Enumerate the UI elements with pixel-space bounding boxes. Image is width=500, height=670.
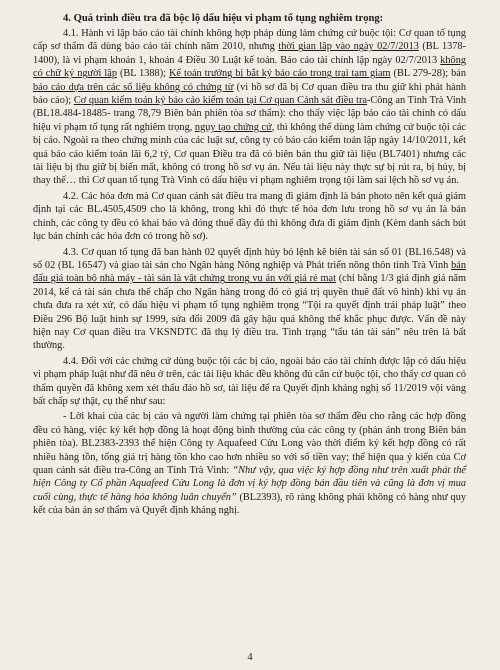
page-number: 4 [247,652,253,663]
text-run: 4.2. Các hóa đơn mà Cơ quan cảnh sát điều tra mang đi giám định là bản photo nên kết quả giám định tại các BL.4505,4509 cho là không, trong khi đó thực tế hóa đơn lưu trong hồ sơ vụ án là bản chính, các công ty đều có khai báo và đóng thuế đầy đủ thì không đưa đi giám định (Kèm danh sách bút lục bản chính các hóa đơn có trong hồ sơ). [33,190,466,243]
paragraph-statements [33,410,466,517]
text-run: (BL 1388); [116,68,169,80]
text-run: (BL 1378-1400), là vi phạm khoản 1, khoản 4 Điều 30 Luật kế toán. Báo cáo tài chính lập ngày 02/7/2013 [33,41,466,66]
text-run: 4.3. Cơ quan tố tụng đã ban hành 02 quyết định hủy bỏ lệnh kê biên tài sản số 01 (BL16.548) và số 02 (BL 16547) và giao tài sản cho Ngân hàng Nông nghiệp và Phát triển nông thôn tỉnh Trà Vinh [33,246,466,271]
paragraph-4-1 [33,27,466,188]
text-run: - Lời khai của các bị cáo và người làm chứng tại phiên tòa sơ thẩm đều cho rằng các hợp đồng đều có hàng, việc ký kết hợp đồng là hoạt động bình thường của các công ty (phản ánh trong Biên bản phiên tòa). BL2383-2393 thể hiện Công ty Aquafeed Cửu Long vào thời điểm ký kết hợp đồng có rất nhiều hàng tồn, tổng giá trị hàng tồn kho cao hơn nhiều so với số tiền vay; thể hiện qua ý kiến của Cơ quan cảnh sát điều tra-Công an Tỉnh Trà Vinh: [33,411,466,476]
text-run: , thì không thể dùng làm chứng cứ buộc tội các bị cáo. Ngoài ra theo chứng minh của các luật sư, công ty có báo cáo kiểm toán lập ngày 14/10/2011, kết quả báo cáo kiểm toán lãi 6,2 tỷ, Cơ quan Điều tra đã có biên bản thu giữ tài liệu (BL7401) nhưng các tài liệu bị thu giữ bị biến mất, không có trong hồ sơ vụ án. Nếu tài liệu này thực sự bị rút ra, bị hủy, bị thay thế… thì Cơ quan tố tụng Trà Vinh có dấu hiệu vi phạm nghiêm trọng tội làm sai lệch hồ sơ vụ án. [33,121,467,187]
underlined-text: không có chữ ký người lập [33,54,466,80]
underlined-text: bán đấu giá toàn bộ nhà máy - tài sản là vật chứng trong vụ án với giá rẻ mạt [33,259,466,285]
paragraph-4-4 [33,355,466,409]
text-run: (vì hồ sơ đã bị Cơ quan điều tra thu giữ khi phát hành báo cáo); [33,81,466,107]
text-run: (BL2393), rõ ràng không phải không có hàng như quy kết của bản án sơ thẩm và Quyết định kháng nghị. [33,491,466,517]
underlined-text: báo cáo dựa trên các số liệu không có chứng từ [33,81,234,93]
text-run: (chỉ bằng 1/3 giá định giá năm 2014, kể cả tài sản chưa thế chấp cho Ngân hàng trong đó có giá trị quyền thuê đất vô hình) khi vụ án chưa đưa ra xét xử, có dấu hiệu vi phạm tố tụng nghiêm trọng “Tội ra quyết định trái pháp luật” theo Điều 296 Bộ luật hình sự 1999, sửa đổi 2009 đã gây hậu quả không thể khắc phục được. Vấn đề này hiện nay Cơ quan điều tra VKSNDTC đã thụ lý điều tra. Tình trạng “tẩu tán tài sản” nêu trên là bất thường. [33,273,466,352]
italic-quote: “Như vậy, qua việc ký hợp đồng như trên xuất phát thể hiện Công ty Cổ phần Aquafeed Cửu Long là đơn vị ký hợp đồng bán đầu tiên và cũng là đơn vị mua cuối cùng, thực tế hàng hóa không luân chuyển” [33,465,466,503]
paragraph-4-2 [33,190,466,244]
text-run: -Công an Tỉnh Trà Vinh (BL18.484-18485- trang 78,79 Biên bản phiên tòa sơ thẩm): cho thấy việc lập báo cáo tài chính có dấu hiệu vi phạm tố tụng rất nghiêm trọng, [33,95,466,133]
text-run: 4.4. Đối với các chứng cứ dùng buộc tội các bị cáo, ngoài báo cáo tài chính được lập có dấu hiệu vi phạm pháp luật như đã nêu ở trên, các tài liệu khác đều không đủ căn cứ buộc tội, cho thấy cơ quan có thẩm quyền đã không xem xét thấu đáo hồ sơ, tài liệu để ra Quyết định kháng nghị số 11/2019 vội vàng bất chấp sự thật, cụ thể như sau: [33,355,466,407]
underlined-text: thời gian lập vào ngày 02/7/2013 [278,41,419,53]
underlined-text: Kế toán trưởng bị bắt ký báo cáo trong trại tạm giam [168,68,391,80]
text-run: 4.1. Hành vi lập báo cáo tài chính không hợp pháp dùng làm chứng cứ buộc tội: Cơ quan tố tụng cấp sơ thẩm đã dùng báo cáo tài chính năm 2010, nhưng [33,28,466,53]
section-heading: 4. Quá trình điều tra đã bộc lộ dấu hiệu vi phạm tố tụng nghiêm trọng: [63,13,384,24]
text-run: (BL 279-28); bản [390,68,466,80]
paragraph-4-3 [33,246,466,353]
underlined-text: ngụy tạo chứng cứ [194,121,272,133]
underlined-text: Cơ quan kiểm toán ký báo cáo kiểm toán tại Cơ quan Cảnh sát điều tra [73,95,367,107]
